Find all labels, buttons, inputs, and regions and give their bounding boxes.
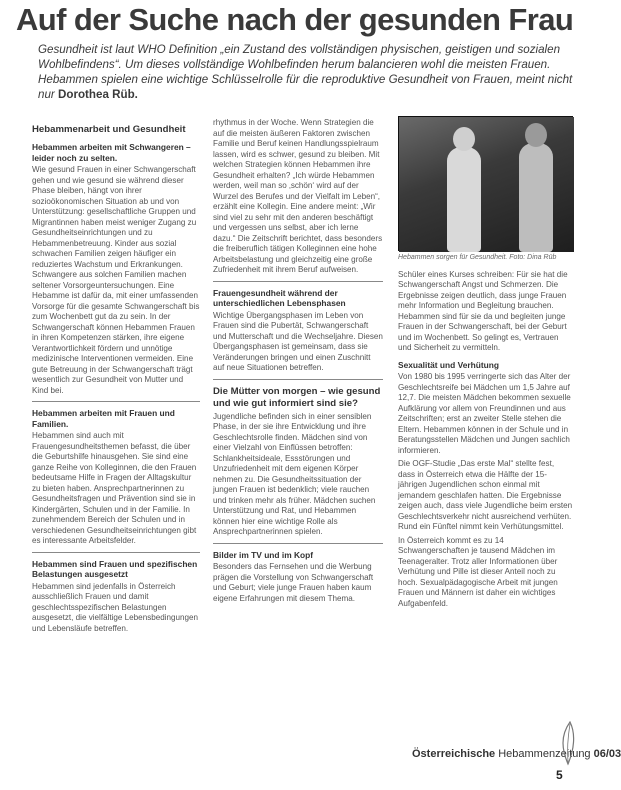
paragraph: Von 1980 bis 1995 verringerte sich das Alter der Geschlechtsreife bei Mädchen um 1,5 Jahre auf 12,7. Die meisten Mädchen bekommen sexuelle Aufklärung vor allem von Freundinnen und aus Zeitschriften; erst an zweiter Stelle stehen die Eltern. Hebammen können in der Schule und in Beratungsstellen Mädchen und Jungen sachlich informieren. xyxy=(398,372,571,455)
paragraph: Die OGF-Studie „Das erste Mal“ stellte fest, dass in Österreich etwa die Hälfte der 15-jährigen Jugendlichen schon einmal mit jemandem geschlafen hatten. Die Ergebnisse zeigen auch, dass viele Jugendliche beim ersten Geschlechtsverkehr nicht ausreichend verhüten. Rund ein Fünftel nimmt kein Verhütungsmittel. xyxy=(398,459,573,531)
paragraph: Hebammen sind auch mit Frauengesundheitsthemen befasst, die über die Geburtshilfe hinausgehen. Sie sind eine ganze Reihe von Kolleginnen, die den Frauen bedeutsame Hilfe in Fragen der Alltagskultur zu bieten haben. Ansprechpartnerinnen zu Gesundheitsfragen und Prävention sind sie in Kindergärten, Schulen und in der Familie. In zunehmendem Bereich der Schulen und in verschiedenen Gesundheitseinrichtungen gibt es interessante Arbeitsfelder. xyxy=(32,431,197,545)
magazine-name-part2: Hebammenzeitung xyxy=(498,748,591,760)
issue-number: 06/03 xyxy=(593,748,621,760)
paragraph: Besonders das Fernsehen und die Werbung prägen die Vorstellung von Schwangerschaft und Geburt; viele junge Frauen haben kaum eigene Erfahrungen mit diesem Thema. xyxy=(213,562,374,603)
magazine-footer xyxy=(412,748,621,760)
section-heading: Hebammen sind Frauen und spezifischen Belastungen ausgesetzt xyxy=(32,558,198,579)
section-heading: Bilder im TV und im Kopf xyxy=(213,549,314,560)
paragraph: Hebammen sind jedenfalls in Österreich ausschließlich Frauen und damit geschlechtsspezifischen Belastungen ausgesetzt, die vielfältige Lebensbedingungen und Lebensläufe betreffen. xyxy=(32,581,199,633)
paragraph: Schüler eines Kurses schreiben: Für sie hat die Schwangerschaft Angst und Schmerzen. Die Ergebnisse zeigen deutlich, dass junge Frauen mehr Information und Begleitung brauchen. Hebammen sind für sie da und begleiten junge Frauen in der Schwangerschaft, bei der Geburt und im Wochenbett. So gelingt es, Vertrauen und Sicherheit zu vermitteln. xyxy=(398,269,568,352)
paragraph: rhythmus in der Woche. Wenn Strategien die auf die meisten äußeren Faktoren zwischen Familie und Beruf keinen Handlungsspielraum lassen, wird es schwer, gesund zu bleiben. Mit welchen Strategien können Hebammen ihre Gesundheit erhalten? „Ich würde Hebammen werden, weil man so ‚schön‘ wird auf der Wurzel des Berufes und der Vielfalt im Leben“, erzählt eine Kollegin. Eine andere meint: „Wir sind viel zu sehr mit den anderen beschäftigt und vergessen uns selbst, aber ich lerne dazu.“ Die Zeitschrift berichtet, dass besonders die freiberuflich tätigen Kolleginnen eine hohe Arbeitsbelastung und gleichzeitig eine große Zufriedenheit mit ihrem Beruf aufweisen. xyxy=(213,118,383,274)
page-number: 5 xyxy=(556,768,563,782)
column-1 xyxy=(32,118,200,637)
divider xyxy=(213,281,383,282)
section-subheading: Hebammen arbeiten mit Schwangeren – leider noch zu selten. xyxy=(32,142,191,163)
section-heading: Hebammen arbeiten mit Frauen und Familien. xyxy=(32,408,175,429)
paragraph: Jugendliche befinden sich in einer sensiblen Phase, in der sie ihre Entwicklung und ihre Geschlechtsrolle finden. Mädchen sind von einer Vielzahl von Einflüssen betroffen: Schlankheitsideale, Essstörungen und Unzufriedenheit mit dem eigenen Körper nehmen zu. Die Gesundheitssituation der jungen Frauen ist bedenklich; viele rauchen und trinken mehr als früher. Mädchen suchen Unterstützung und Rat, und Hebammen können hier eine wichtige Rolle als Ansprechpartnerinnen spielen. xyxy=(213,411,376,536)
article-lead xyxy=(38,42,578,102)
divider xyxy=(32,552,200,553)
lead-text: Gesundheit ist laut WHO Definition „ein Zustand des vollständigen physischen, geistigen und sozialen Wohlbefindens“. Um dieses vollständige Wohlbefinden herum balancieren wohl die meisten Frauen. Hebammen spielen eine wichtige Schlüsselrolle für die reproduktive Gesundheit von Frauen, meint nicht nur xyxy=(38,43,573,101)
column-2 xyxy=(213,118,383,607)
leaf-icon xyxy=(558,720,578,764)
divider xyxy=(213,379,383,380)
section-heading: Sexualität und Verhütung xyxy=(398,359,499,370)
article-title: Auf der Suche nach der gesunden Frau xyxy=(16,2,574,37)
article-photo xyxy=(398,116,573,251)
paragraph: Wie gesund Frauen in einer Schwangerschaft gehen und wie gesund sie während dieser Phase bleiben, hängt von ihrer sozioökonomischen Situation ab und von Unterstützung: gesellschaftliche Gruppen und Migrantinnen haben meist weniger Zugang zu Gesundheitseinrichtungen und zu Hebammenbetreuung. Kinder aus sozial schwachen Familien zeigen häufiger ein reduziertes Wachstum und Erkrankungen. Schwangere aus solchen Familien machen seltener Vorsorgeuntersuchungen. Eine Hebamme ist dafür da, mit einer umfassenden Vorsorge für die gesamte Schwangerschaft bis zum Wochenbett gut da zu sein. In der Schwangerschaft können Hebammen Frauen in ihren Kompetenzen stärken, ihre eigene Verantwortlichkeit fördern und unnötige medizinische Interventionen vermeiden. Eine gute Betreuung in der Schwangerschaft trägt wesentlich zur Gesundheit von Mutter und Kind bei. xyxy=(32,165,200,395)
photo-caption: Hebammen sorgen für Gesundheit. Foto: Dina Rüb xyxy=(398,254,557,261)
magazine-name-part1: Österreichische xyxy=(412,748,496,760)
column-3 xyxy=(398,116,573,612)
paragraph: In Österreich kommt es zu 14 Schwangerschaften je tausend Mädchen im Teenageralter. Trotz aller Informationen über Verhütung und Pille ist dieser Anteil noch zu hoch. Sexualpädagogische Arbeit mit jungen Frauen und Männern ist daher ein wichtiges Aufgabenfeld. xyxy=(398,535,558,608)
section-heading: Die Mütter von morgen – wie gesund und wie gut informiert sind sie? xyxy=(213,385,381,409)
divider xyxy=(32,401,200,402)
author-name: Dorothea Rüb. xyxy=(58,88,138,101)
divider xyxy=(213,543,383,544)
paragraph: Wichtige Übergangsphasen im Leben von Frauen sind die Pubertät, Schwangerschaft und Mutterschaft und die Wechseljahre. Diesen Übergangsphasen ist gemeinsam, dass sie Veränderungen bringen und einen Zuschnitt auf neue Situationen betreffen. xyxy=(213,310,383,372)
section-heading: Frauengesundheit während der unterschiedlichen Lebensphasen xyxy=(213,287,346,308)
section-heading: Hebammenarbeit und Gesundheit xyxy=(32,124,186,135)
